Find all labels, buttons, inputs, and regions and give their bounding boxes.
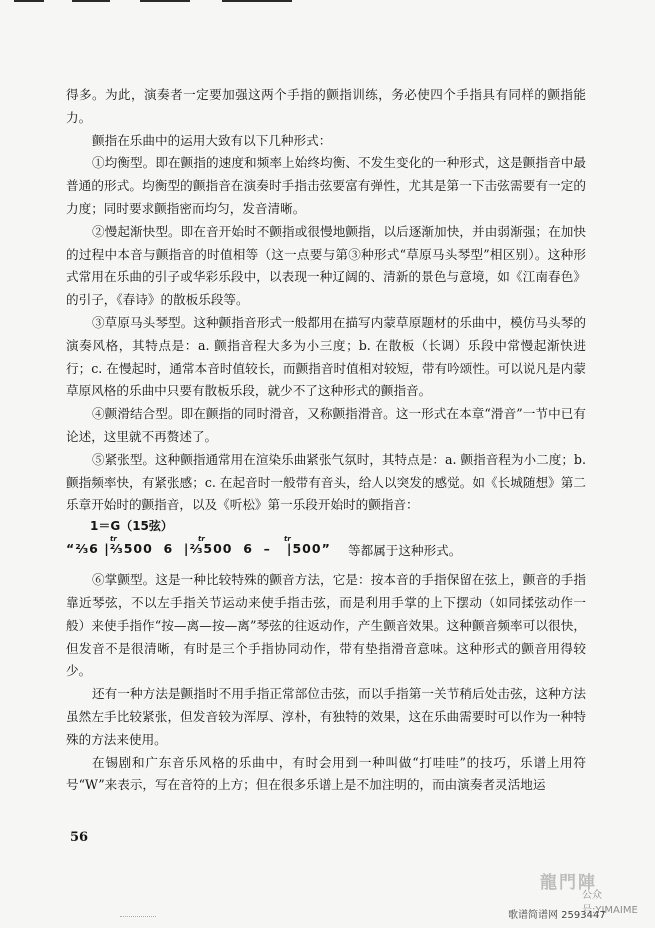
score-notes: “⅔6 |⅔500 6 |⅔500 6 – |500” [66,541,331,557]
paragraph-3: ①均衡型。即在颤指的速度和频率上始终均衡、不发生变化的一种形式，这是颤指音中最普通的形式。均衡型的颤指音在演奏时手指击弦要富有弹性，尤其是第一下击弦需要有一定的力度；同时要求颤指密而均匀，发音清晰。 [66,155,586,216]
trill-mark: tr [110,535,117,544]
paragraph-1: 得多。为此，演奏者一定要加强这两个手指的颤指训练，务必使四个手指具有同样的颤指能力。 [66,87,586,125]
page-number: 56 [70,830,89,845]
watermark-site: 歌谱简谱网 2593447 [508,910,606,921]
paragraph-2: 颤指在乐曲中的运用大致有以下几种形式： [92,132,332,148]
top-rule-3 [140,0,190,2]
music-score [66,517,586,569]
watermark-account: 公众号:YIMAIME [582,890,638,916]
score-key: 1＝G（15弦） [90,519,173,534]
trill-mark: tr [284,535,291,544]
paragraph-8: ⑥掌颤型。这是一种比较特殊的颤音方法，它是：按本音的手指保留在弦上，颤音的手指靠近琴弦，不以左手指关节运动来使手指击弦，而是利用手掌的上下摆动（如同揉弦动作一般）来使手指作“按—离—按—离”琴弦的往返动作，产生颤音效果。这种颤音频率可以很快，但发音不是很清晰，有时是三个手指协同动作，带有垫指滑音意味。这种形式的颤音用得较少。 [66,572,586,679]
paragraph-10: 在锡剧和广东音乐风格的乐曲中，有时会用到一种叫做“打哇哇”的技巧，乐谱上用符号“W”来表示，写在音符的上方；但在很多乐谱上是不加注明的，而由演奏者灵活地运 [66,754,586,793]
top-rule-1 [14,0,44,2]
scan-dots [120,916,156,917]
top-rule-2 [72,0,110,2]
paragraph-9: 还有一种方法是颤指时不用手指正常部位击弦，而以手指第一关节稍后处击弦，这种方法虽然左手比较紧张，但发音较为浑厚、淳朴，有独特的效果，这在乐曲需要时可以作为一种特殊的方法来使用。 [66,686,586,747]
watermark-logo: 龍門陣 [540,873,597,893]
paragraph-7: ⑤紧张型。这种颤指通常用在渲染乐曲紧张气氛时，其特点是：a. 颤指音程为小二度；b. 颤指频率快，有紧张感；c. 在起音时一般带有音头，给人以突发的感觉。如《长城随想》第二乐章开始时的颤指音，以及《听松》第一乐段开始时的颤指音： [66,451,586,513]
top-rule-4 [222,0,292,2]
paragraph-6: ④颤滑结合型。即在颤指的同时滑音，又称颤指滑音。这一形式在本章“滑音”一节中已有论述，这里就不再赘述了。 [66,406,586,444]
page-text [66,84,586,797]
score-caption: 等都属于这种形式。 [348,543,462,559]
paragraph-5: ③草原马头琴型。这种颤指音形式一般都用在描写内蒙草原题材的乐曲中，模仿马头琴的演奏风格，其特点是：a. 颤指音程大多为小三度；b. 在散板（长调）乐段中常慢起渐快进行；c. 在慢起时，通常本音时值较长，而颤指音时值相对较短，带有吟颂性。可以说凡是内蒙草原风格的乐曲中只要有散板乐段，就少不了这种形式的颤指音。 [66,314,586,399]
paragraph-4: ②慢起渐快型。即在音开始时不颤指或很慢地颤指，以后逐渐加快，并由弱渐强；在加快的过程中本音与颤指音的时值相等（这一点要与第③种形式“草原马头琴型”相区别）。这种形式常用在乐曲的引子或华彩乐段中，以表现一种辽阔的、清新的景色与意境，如《江南春色》的引子，《春诗》的散板乐段等。 [66,223,586,308]
trill-mark: tr [198,535,205,544]
